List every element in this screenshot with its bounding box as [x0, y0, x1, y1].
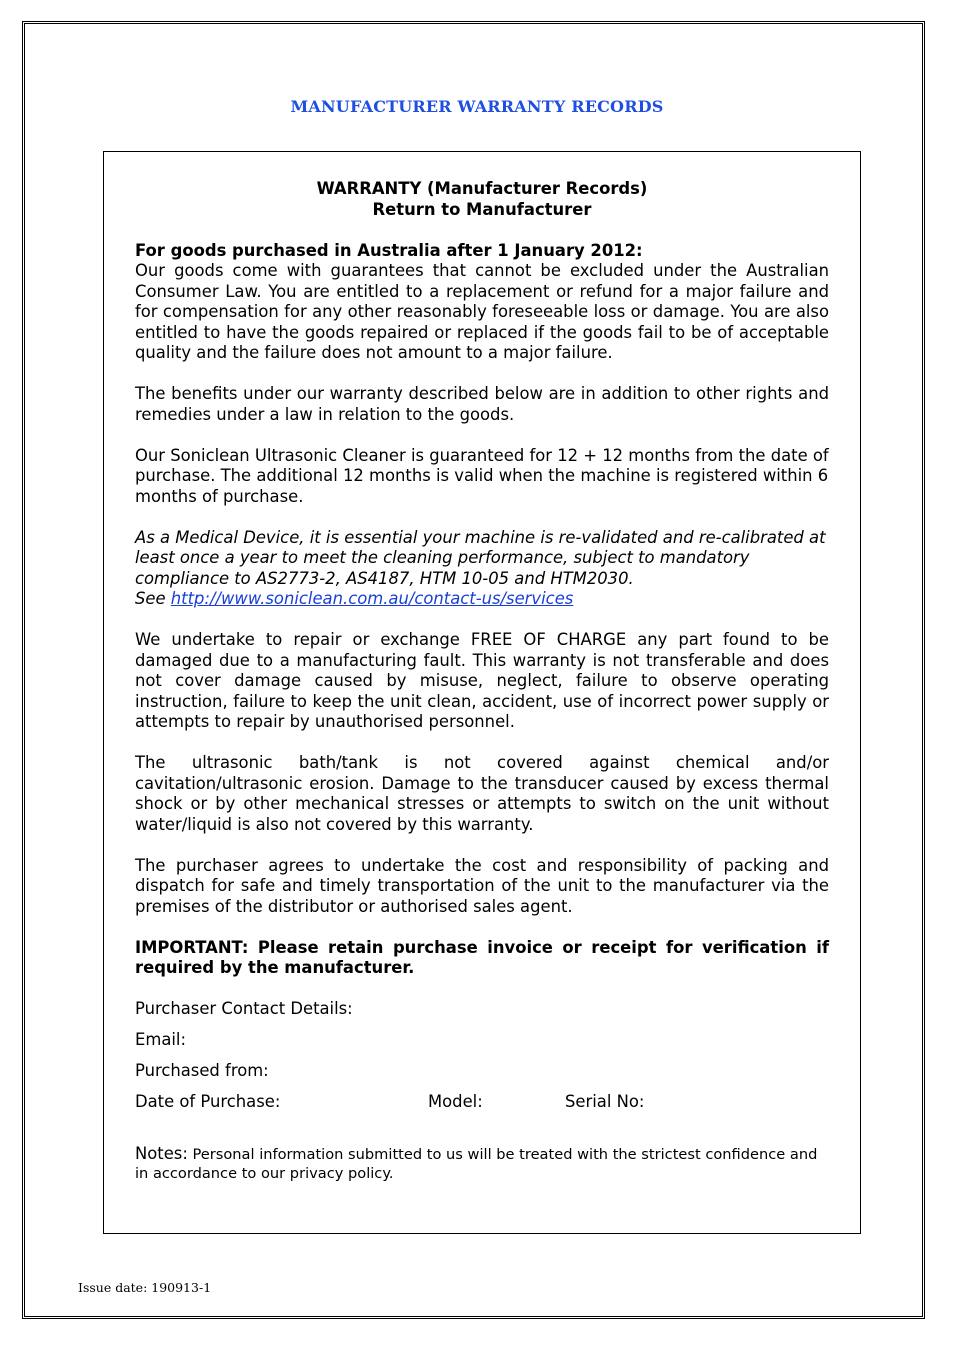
email-label: Email: — [135, 1030, 186, 1049]
model-label: Model: — [428, 1092, 483, 1111]
document-title: MANUFACTURER WARRANTY RECORDS — [290, 97, 664, 116]
services-link[interactable]: http://www.soniclean.com.au/contact-us/services — [170, 589, 574, 608]
notes-section — [135, 1144, 829, 1183]
warranty-heading-line1: WARRANTY (Manufacturer Records) — [316, 179, 648, 198]
warranty-heading — [135, 179, 829, 220]
see-label: See — [135, 589, 171, 608]
purchased-from-field — [135, 1061, 829, 1082]
australia-heading: For goods purchased in Australia after 1 January 2012: — [135, 240, 643, 260]
australia-section — [135, 241, 829, 364]
tank-paragraph: The ultrasonic bath/tank is not covered against chemical and/or cavitation/ultrasonic erosion. Damage to the transducer caused by excess thermal shock or by other mechanical stresses or attempts to switch on the unit without water/liquid is also not covered by this warranty. — [135, 753, 829, 834]
notes-label: Notes: — [135, 1143, 188, 1163]
warranty-box — [103, 151, 861, 1234]
guarantee-paragraph: Our Soniclean Ultrasonic Cleaner is guaranteed for 12 + 12 months from the date of purchase. The additional 12 months is valid when the machine is registered within 6 months of purchase. — [135, 445, 829, 506]
serial-no-label: Serial No: — [565, 1092, 645, 1111]
issue-date: Issue date: 190913-1 — [78, 1280, 212, 1295]
date-of-purchase-label: Date of Purchase: — [135, 1092, 281, 1111]
medical-device-paragraph — [135, 528, 829, 610]
benefits-paragraph: The benefits under our warranty described below are in addition to other rights and remedies under a law in relation to the goods. — [135, 384, 829, 424]
services-line — [135, 589, 829, 610]
warranty-heading-line2: Return to Manufacturer — [372, 199, 592, 219]
important-paragraph: IMPORTANT: Please retain purchase invoice or receipt for verification if required by the manufacturer. — [135, 937, 829, 977]
notes-text: Personal information submitted to us will be treated with the strictest confidence and in accordance to our privacy policy. — [135, 1145, 818, 1182]
medical-device-text: As a Medical Device, it is essential your machine is re-validated and re-calibrated at least once a year to meet the cleaning performance, subject to mandatory compliance to AS2773-2, AS4187, HTM 10-05 and HTM2030. — [135, 527, 826, 588]
email-field — [135, 1030, 829, 1051]
contact-details-field — [135, 999, 829, 1020]
repair-paragraph: We undertake to repair or exchange FREE OF CHARGE any part found to be damaged due to a manufacturing fault. This warranty is not transferable and does not cover damage caused by misuse, neglect, failure to observe operating instruction, failure to keep the unit clean, accident, use of incorrect power supply or attempts to repair by unauthorised personnel. — [135, 630, 829, 731]
purchase-details-row — [135, 1092, 829, 1113]
contact-details-label: Purchaser Contact Details: — [135, 999, 353, 1018]
purchaser-paragraph: The purchaser agrees to undertake the cost and responsibility of packing and dispatch for safe and timely transportation of the unit to the manufacturer via the premises of the distributor or authorised sales agent. — [135, 855, 829, 916]
warranty-content — [135, 179, 829, 1183]
australia-text: Our goods come with guarantees that cannot be excluded under the Australian Consumer Law. You are entitled to a replacement or refund for a major failure and for compensation for any other reasonably foreseeable loss or damage. You are also entitled to have the goods repaired or replaced if the goods fail to be of acceptable quality and the failure does not amount to a major failure. — [135, 261, 829, 362]
purchased-from-label: Purchased from: — [135, 1061, 269, 1080]
